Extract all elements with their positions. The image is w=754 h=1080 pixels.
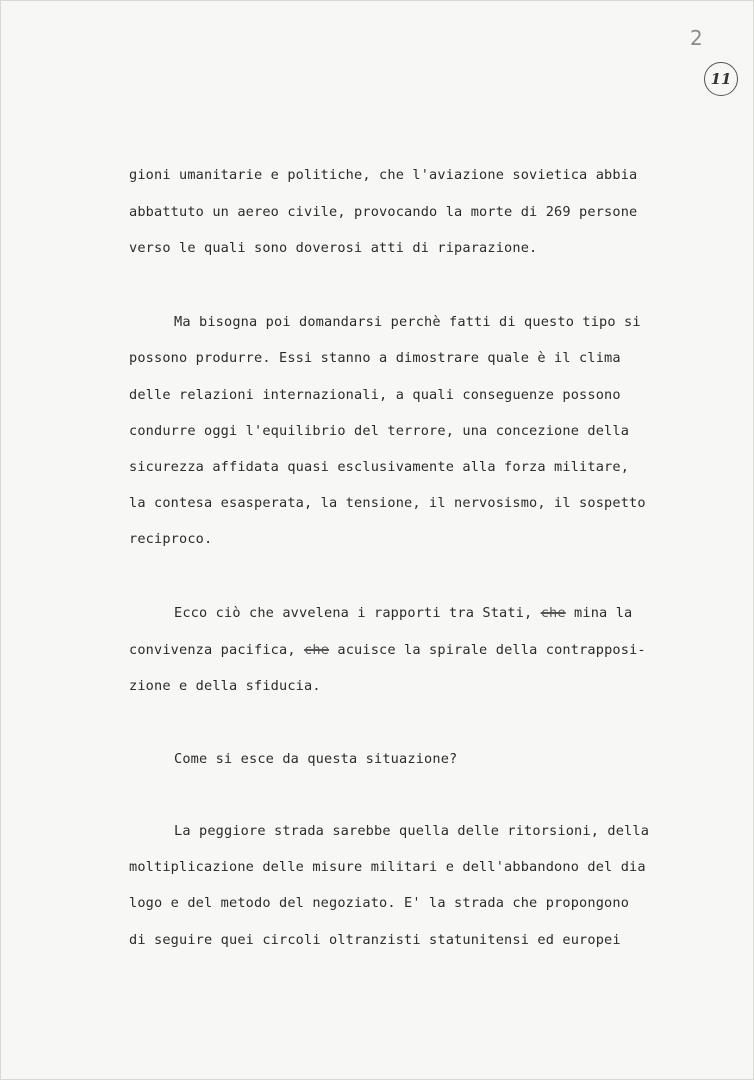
folio-stamp — [704, 62, 738, 96]
text-line: moltiplicazione delle misure militari e dell'abbandono del dia — [129, 859, 646, 875]
text-line: La peggiore strada sarebbe quella delle ritorsioni, della — [174, 823, 650, 839]
text-line: di seguire quei circoli oltranzisti statunitensi ed europei — [129, 932, 621, 948]
text-line: condurre oggi l'equilibrio del terrore, una concezione della — [129, 423, 630, 439]
text-line — [174, 604, 632, 622]
text-line: Come si esce da questa situazione? — [174, 751, 458, 767]
page-number: 2 — [690, 26, 703, 50]
struck-word: che — [540, 605, 566, 621]
text-line: reciproco. — [129, 531, 213, 547]
text-line: delle relazioni internazionali, a quali conseguenze possono — [129, 387, 621, 403]
text-segment: acuisce la spirale della contrapposi- — [329, 642, 646, 658]
text-line: verso le quali sono doverosi atti di riparazione. — [129, 240, 538, 256]
text-line — [129, 641, 646, 659]
text-line: gioni umanitarie e politiche, che l'aviazione sovietica abbia — [129, 167, 638, 183]
text-line: possono produrre. Essi stanno a dimostrare quale è il clima — [129, 350, 621, 366]
text-line: Ma bisogna poi domandarsi perchè fatti di questo tipo si — [174, 314, 641, 330]
text-line: zione e della sfiducia. — [129, 678, 321, 694]
folio-number: 11 — [710, 70, 732, 88]
text-line: abbattuto un aereo civile, provocando la morte di 269 persone — [129, 204, 638, 220]
text-segment: convivenza pacifica, — [129, 642, 305, 658]
text-segment: mina la — [565, 605, 633, 621]
text-line: la contesa esasperata, la tensione, il nervosismo, il sospetto — [129, 495, 646, 511]
text-segment: Ecco ciò che avvelena i rapporti tra Stati, — [174, 605, 541, 621]
text-line: logo e del metodo del negoziato. E' la strada che propongono — [129, 895, 630, 911]
struck-word: che — [304, 642, 330, 658]
text-line: sicurezza affidata quasi esclusivamente alla forza militare, — [129, 459, 630, 475]
